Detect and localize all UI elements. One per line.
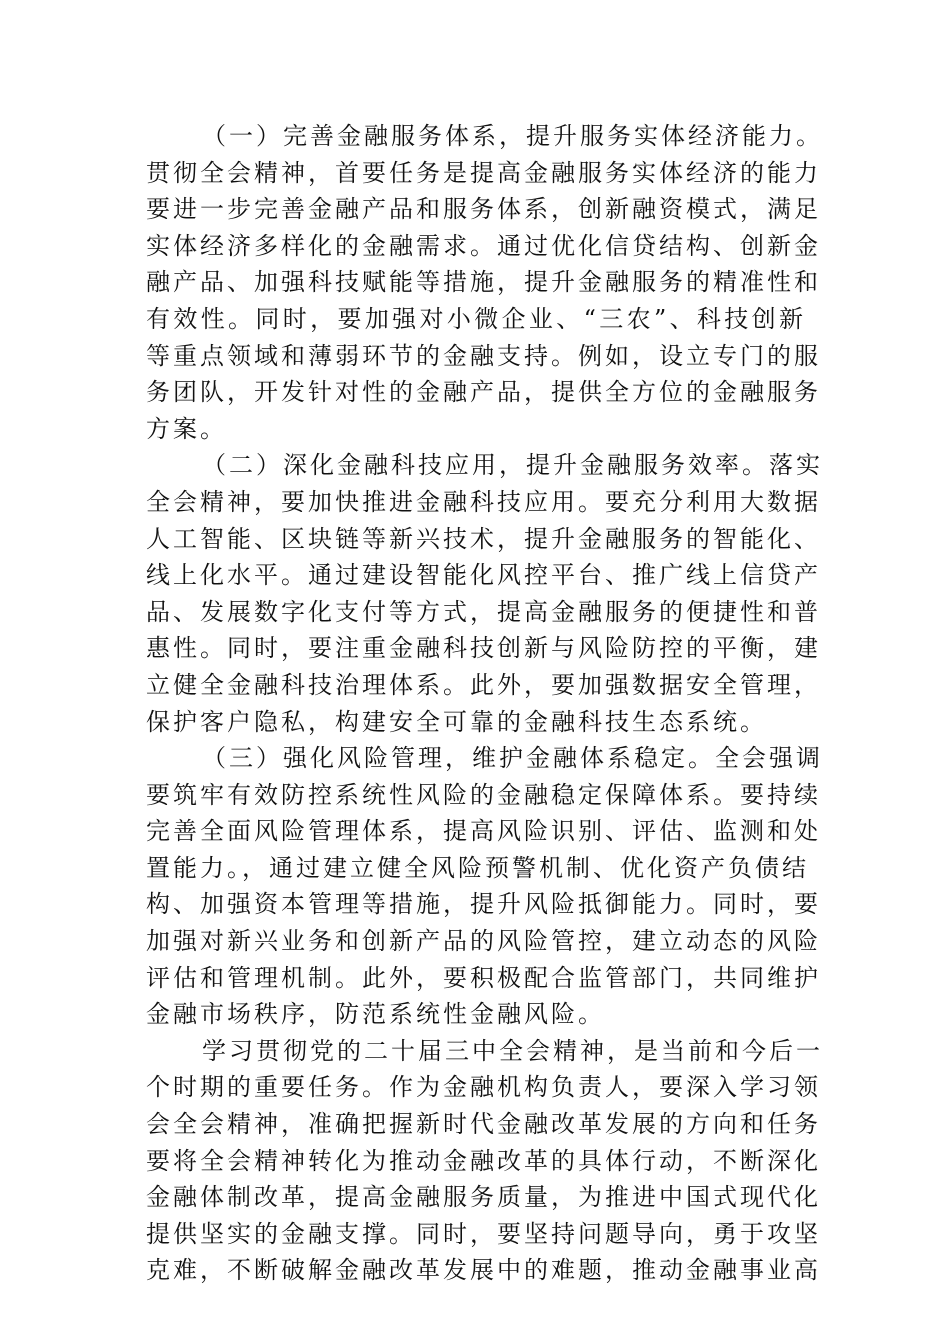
paragraph-4-line-5: 金融体制改革，提高金融服务质量，为推进中国式现代化 [146, 1183, 821, 1212]
paragraph-2-line-5: 品、发展数字化支付等方式，提高金融服务的便捷性和普 [146, 597, 821, 626]
paragraph-3-line-8: 金融市场秩序，防范系统性金融风险。 [146, 1000, 605, 1029]
paragraph-1-line-7: 等重点领域和薄弱环节的金融支持。例如，设立专门的服 [146, 341, 821, 370]
paragraph-2-line-7: 立健全金融科技治理体系。此外，要加强数据安全管理， [146, 670, 821, 699]
paragraph-1-line-4: 实体经济多样化的金融需求。通过优化信贷结构、创新金 [146, 231, 821, 260]
paragraph-3-line-1: （三）强化风险管理，维护金融体系稳定。全会强调 [202, 744, 823, 773]
paragraph-1-line-3: 要进一步完善金融产品和服务体系，创新融资模式，满足 [146, 195, 821, 224]
paragraph-3-line-2: 要筑牢有效防控系统性风险的金融稳定保障体系。要持续 [146, 780, 821, 809]
paragraph-2-line-1: （二）深化金融科技应用，提升金融服务效率。落实 [202, 451, 823, 480]
paragraph-3-line-3: 完善全面风险管理体系，提高风险识别、评估、监测和处 [146, 817, 821, 846]
paragraph-4-line-2: 个时期的重要任务。作为金融机构负责人，要深入学习领 [146, 1073, 821, 1102]
paragraph-4-line-1: 学习贯彻党的二十届三中全会精神，是当前和今后一 [202, 1036, 823, 1065]
paragraph-4-line-3: 会全会精神，准确把握新时代金融改革发展的方向和任务 [146, 1110, 821, 1139]
paragraph-1-line-6: 有效性。同时，要加强对小微企业、“三农”、科技创新 [146, 304, 806, 333]
paragraph-2-line-6: 惠性。同时，要注重金融科技创新与风险防控的平衡，建 [146, 634, 821, 663]
paragraph-1-line-1: （一）完善金融服务体系，提升服务实体经济能力。 [202, 122, 823, 150]
paragraph-3-line-7: 评估和管理机制。此外，要积极配合监管部门，共同维护 [146, 963, 821, 992]
paragraph-2-line-2: 全会精神，要加快推进金融科技应用。要充分利用大数据 [146, 487, 821, 516]
paragraph-1-line-8: 务团队，开发针对性的金融产品，提供全方位的金融服务 [146, 378, 821, 407]
paragraph-3-line-5: 构、加强资本管理等措施，提升风险抵御能力。同时，要 [146, 890, 821, 919]
paragraph-1-line-5: 融产品、加强科技赋能等措施，提升金融服务的精准性和 [146, 268, 821, 297]
paragraph-1-line-9: 方案。 [146, 414, 227, 443]
paragraph-3-line-6: 加强对新兴业务和创新产品的风险管控，建立动态的风险 [146, 927, 821, 956]
paragraph-2-line-8: 保护客户隐私，构建安全可靠的金融科技生态系统。 [146, 707, 767, 736]
paragraph-2-line-4: 线上化水平。通过建设智能化风控平台、推广线上信贷产 [146, 561, 821, 590]
paragraph-1-line-2: 贯彻全会精神，首要任务是提高金融服务实体经济的能力 [146, 158, 821, 187]
paragraph-4-line-4: 要将全会精神转化为推动金融改革的具体行动，不断深化 [146, 1146, 821, 1175]
paragraph-4-line-7: 克难，不断破解金融改革发展中的难题，推动金融事业高 [146, 1256, 821, 1285]
document-body [146, 118, 823, 1289]
paragraph-3-line-4: 置能力。，通过建立健全风险预警机制、优化资产负债结 [146, 853, 809, 882]
paragraph-2-line-3: 人工智能、区块链等新兴技术，提升金融服务的智能化、 [146, 524, 821, 553]
paragraph-4-line-6: 提供坚实的金融支撑。同时，要坚持问题导向，勇于攻坚 [146, 1219, 821, 1248]
